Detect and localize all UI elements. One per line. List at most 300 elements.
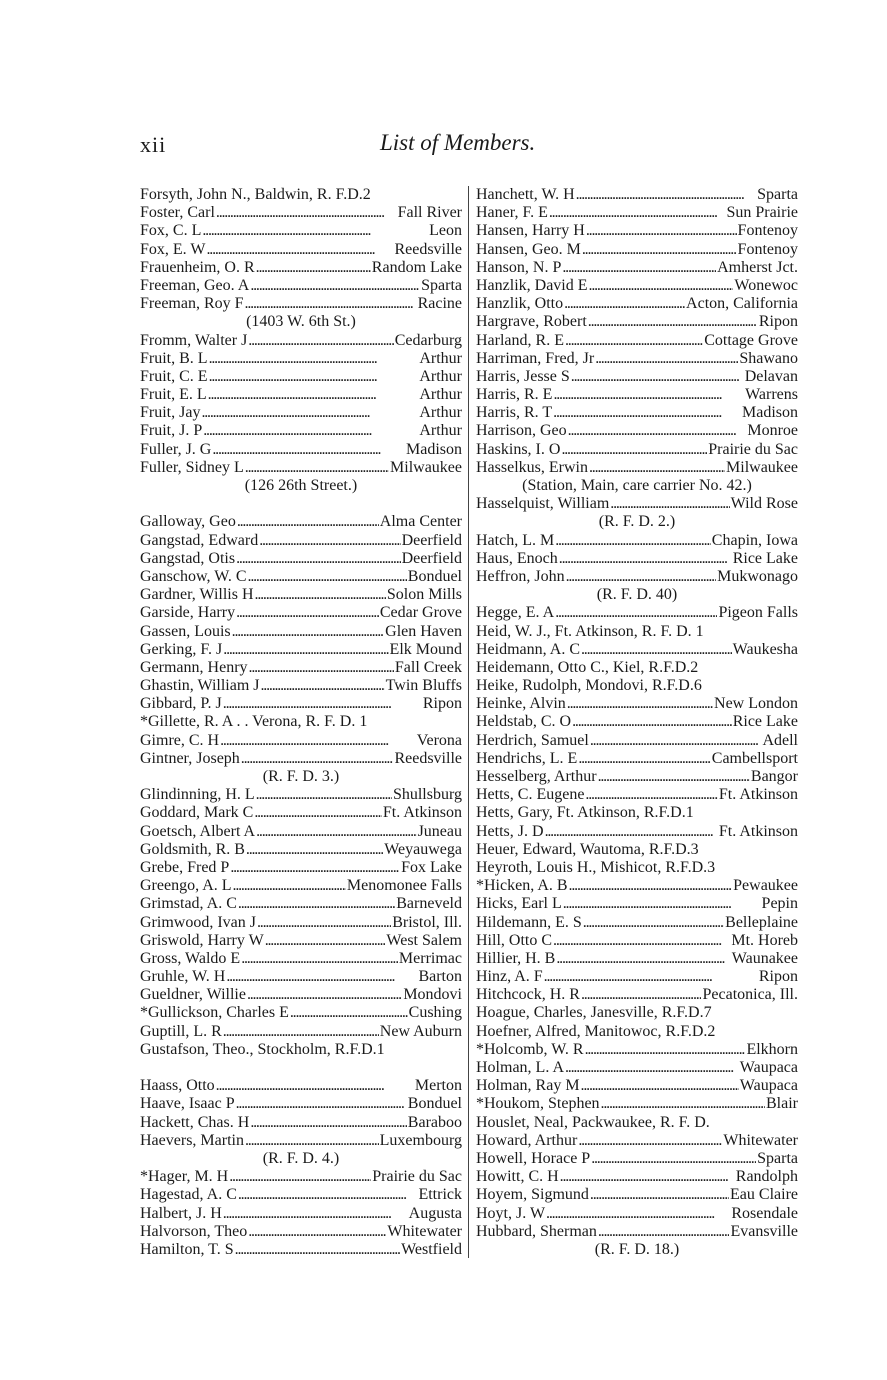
member-location: Baraboo (407, 1113, 462, 1131)
member-location: Rice Lake (732, 713, 798, 731)
member-location: Deerfield (401, 531, 462, 549)
dot-leader (256, 823, 416, 841)
dot-leader (236, 1095, 407, 1113)
member-name: Heid, W. J., Ft. Atkinson, R. F. D. 1 (476, 622, 704, 640)
member-name: Haner, F. E (476, 204, 548, 222)
member-entry (476, 750, 798, 768)
member-name: Heidmann, A. C (476, 640, 580, 658)
member-name: Hasselkus, Erwin (476, 458, 588, 476)
dot-leader (245, 1132, 379, 1150)
member-address-line: (1403 W. 6th St.) (246, 313, 356, 331)
member-location: Pecatonica, Ill. (702, 986, 798, 1004)
member-entry (140, 623, 462, 641)
member-name: Gustafson, Theo., Stockholm, R.F.D.1 (140, 1040, 385, 1058)
member-name: Freeman, Geo. A (140, 276, 250, 294)
dot-leader (237, 513, 379, 531)
dot-leader (209, 368, 419, 386)
section-gap (140, 495, 462, 513)
dot-leader (202, 222, 428, 240)
member-entry (476, 332, 798, 350)
member-location: Fontenoy (737, 222, 798, 240)
page-number: xii (140, 132, 167, 157)
member-entry (476, 532, 798, 550)
member-name: Hoefner, Alfred, Manitowoc, R.F.D.2 (476, 1022, 716, 1040)
member-location: Fontenoy (737, 240, 798, 258)
member-entry (476, 568, 798, 586)
member-location: Wild Rose (730, 495, 798, 513)
member-name: Fruit, E. L (140, 386, 207, 404)
member-entry (476, 277, 798, 295)
member-name: Gintner, Joseph (140, 749, 240, 767)
member-location: Bonduel (407, 1095, 462, 1113)
member-location: Juneau (417, 822, 462, 840)
member-entry (476, 241, 798, 259)
dot-leader (223, 1205, 408, 1223)
member-address-line: (R. F. D. 3.) (262, 768, 340, 785)
member-entry (476, 968, 798, 986)
member-entry (140, 786, 462, 804)
member-location: Merrimac (398, 949, 462, 967)
member-name: Hitchcock, H. R (476, 986, 580, 1004)
member-entry (140, 1186, 462, 1204)
member-name: *Houkom, Stephen (476, 1095, 600, 1113)
member-location: Belleplaine (725, 913, 798, 931)
member-entry (140, 823, 462, 841)
dot-leader (601, 1095, 765, 1113)
dot-leader (598, 1223, 730, 1241)
member-entry (140, 204, 462, 222)
member-location: Whitewater (387, 1222, 462, 1240)
member-entry (476, 386, 798, 404)
member-entry (140, 441, 462, 459)
dot-leader (572, 713, 732, 731)
dot-leader (588, 313, 758, 331)
member-entry (140, 532, 462, 550)
member-location: Bangor (750, 768, 798, 785)
member-name: Hanzlik, Otto (476, 295, 564, 313)
member-location: Eau Claire (730, 1186, 798, 1204)
member-entry (140, 259, 462, 277)
dot-leader (565, 332, 703, 350)
member-entry (140, 295, 462, 313)
member-location: Wonewoc (734, 276, 798, 294)
member-location: Arthur (419, 386, 462, 404)
dot-leader (203, 422, 418, 440)
member-name: Howitt, C. H (476, 1168, 559, 1186)
member-name: Gross, Waldo E (140, 949, 241, 967)
dot-leader (241, 950, 398, 968)
dot-leader (216, 1077, 414, 1095)
dot-leader (553, 386, 744, 404)
member-location: Pigeon Falls (718, 604, 798, 622)
member-name: Haus, Enoch (476, 549, 558, 567)
member-entry (140, 186, 462, 204)
dot-leader (248, 568, 407, 586)
member-location: Delavan (744, 367, 798, 385)
dot-leader (226, 968, 417, 986)
member-location: Ft. Atkinson (718, 822, 798, 840)
member-entry (140, 750, 462, 768)
member-entry (140, 604, 462, 622)
member-name: Grimwood, Ivan J (140, 913, 256, 931)
member-name: Herdrich, Samuel (476, 731, 589, 749)
member-name: Fruit, C. E (140, 367, 208, 385)
right-member-column (476, 186, 798, 1259)
member-location: Deerfield (401, 549, 462, 567)
member-location: Weyauwega (384, 840, 462, 858)
member-location: Ft. Atkinson (382, 804, 462, 822)
dot-leader (571, 368, 744, 386)
dot-leader (578, 1132, 722, 1150)
member-entry (476, 1077, 798, 1095)
member-name: Harris, R. E (476, 386, 553, 404)
member-name: Fruit, B. L (140, 349, 208, 367)
member-location: Whitewater (723, 1131, 798, 1149)
member-entry (476, 823, 798, 841)
dot-leader (564, 295, 685, 313)
member-location: Luxembourg (379, 1131, 462, 1149)
dot-leader (595, 350, 738, 368)
dot-leader (248, 332, 393, 350)
member-entry (140, 804, 462, 822)
member-entry (476, 1223, 798, 1241)
member-name: Harris, Jesse S (476, 367, 570, 385)
member-name: Forsyth, John N., Baldwin, R. F.D.2 (140, 186, 371, 203)
dot-leader (562, 259, 716, 277)
member-location: Cedarburg (394, 331, 462, 349)
member-location: Fox Lake (401, 858, 462, 876)
member-name: Galloway, Geo (140, 513, 236, 531)
member-entry (476, 1168, 798, 1186)
dot-leader (238, 895, 395, 913)
member-location: Barneveld (396, 895, 462, 913)
dot-leader (563, 895, 761, 913)
member-name: Garside, Harry (140, 604, 236, 622)
member-location: Solon Mills (386, 586, 462, 604)
member-name: Hatch, L. M (476, 531, 555, 549)
member-entry (140, 713, 462, 731)
member-name: Fruit, Jay (140, 404, 201, 422)
member-address-line: (R. F. D. 2.) (598, 513, 676, 531)
member-location: Racine (417, 295, 462, 313)
member-entry (140, 895, 462, 913)
dot-leader (233, 877, 346, 895)
member-name: Hillier, H. B (476, 949, 556, 967)
member-location: Waukesha (732, 640, 798, 658)
member-name: Hargrave, Robert (476, 313, 587, 331)
member-name: Griswold, Harry W (140, 931, 264, 949)
member-entry (476, 895, 798, 913)
member-location: Ft. Atkinson (718, 786, 798, 804)
member-name: Howard, Arthur (476, 1131, 578, 1149)
member-entry (140, 877, 462, 895)
member-name: Holman, Ray M (476, 1077, 580, 1095)
member-location: Evansville (730, 1222, 798, 1240)
member-location: Arthur (419, 349, 462, 367)
dot-leader (238, 1186, 418, 1204)
member-entry (476, 1041, 798, 1059)
member-location: Ettrick (418, 1186, 462, 1204)
member-name: Hetts, Gary, Ft. Atkinson, R.F.D.1 (476, 804, 694, 822)
dot-leader (235, 1241, 400, 1259)
dot-leader (232, 623, 384, 641)
dot-leader (591, 1150, 756, 1168)
member-entry (140, 550, 462, 568)
dot-leader (212, 441, 405, 459)
member-entry (140, 277, 462, 295)
member-entry (140, 677, 462, 695)
member-entry (140, 222, 462, 240)
member-name: Hildemann, E. S (476, 913, 582, 931)
member-address-line: (R. F. D. 4.) (262, 1149, 340, 1167)
dot-leader (223, 641, 388, 659)
dot-leader (566, 568, 717, 586)
member-entry (140, 695, 462, 713)
dot-leader (560, 1168, 735, 1186)
member-name: Foster, Carl (140, 204, 215, 222)
dot-leader (248, 1223, 386, 1241)
member-location: Cambellsport (711, 749, 798, 767)
member-entry (140, 950, 462, 968)
member-name: Heyroth, Louis H., Mishicot, R.F.D.3 (476, 858, 716, 876)
member-entry (476, 841, 798, 859)
dot-leader (255, 586, 386, 604)
member-name: Fuller, J. G (140, 440, 212, 458)
section-gap (140, 1059, 462, 1077)
member-name: Hoyem, Sigmund (476, 1186, 589, 1204)
dot-leader (247, 986, 402, 1004)
member-entry (476, 1150, 798, 1168)
member-location: Mondovi (403, 986, 462, 1004)
member-entry (140, 586, 462, 604)
dot-leader (261, 677, 385, 695)
member-entry (476, 204, 798, 222)
member-entry (140, 368, 462, 386)
member-location: Waupaca (739, 1059, 798, 1076)
member-entry (476, 404, 798, 422)
member-location: Shawano (739, 349, 798, 367)
member-entry (476, 350, 798, 368)
member-location: Milwaukee (726, 458, 798, 476)
member-name: Hasselquist, William (476, 495, 610, 513)
member-location: Cedar Grove (379, 604, 462, 622)
member-location: Westfield (401, 1240, 462, 1258)
member-name: Gangstad, Edward (140, 531, 259, 549)
member-name: Hetts, C. Eugene (476, 786, 585, 804)
dot-leader (568, 422, 747, 440)
dot-leader (223, 695, 422, 713)
member-entry (140, 568, 462, 586)
member-location: New London (714, 695, 798, 713)
member-entry (476, 368, 798, 386)
member-location: Fall Creek (394, 658, 462, 676)
member-location: Adell (762, 731, 798, 749)
dot-leader (555, 532, 711, 550)
member-name: Heinke, Alvin (476, 695, 566, 713)
member-name: *Gullickson, Charles E (140, 1004, 289, 1022)
member-name: *Hicken, A. B (476, 877, 568, 895)
member-entry (476, 313, 798, 331)
member-name: Gerking, F. J (140, 640, 223, 658)
dot-leader (546, 1205, 730, 1223)
member-entry (140, 386, 462, 404)
left-member-column (140, 186, 462, 1259)
member-location: Barton (418, 968, 462, 986)
member-entry (140, 1041, 462, 1059)
dot-leader (549, 204, 726, 222)
member-name: Fox, C. L (140, 222, 202, 240)
member-location: Fall River (397, 204, 462, 222)
dot-leader (250, 1114, 406, 1132)
member-location: New Auburn (379, 1022, 462, 1040)
member-location: Glen Haven (385, 622, 462, 640)
member-location: Elkhorn (746, 1040, 798, 1058)
member-location: Madison (742, 404, 798, 422)
member-entry (140, 986, 462, 1004)
member-name: Heidemann, Otto C., Kiel, R.F.D.2 (476, 658, 699, 676)
member-name: Hesselberg, Arthur (476, 768, 597, 785)
member-entry (140, 932, 462, 950)
member-location: Prairie du Sac (372, 1168, 462, 1186)
dot-leader (216, 204, 397, 222)
member-entry (476, 914, 798, 932)
member-name: Heuer, Edward, Wautoma, R.F.D.3 (476, 840, 699, 858)
member-entry (140, 1168, 462, 1186)
member-entry (140, 1077, 462, 1095)
member-name: Gibbard, P. J (140, 695, 222, 713)
member-location: Madison (406, 440, 462, 458)
member-name: Greengo, A. L (140, 877, 232, 895)
member-location: Random Lake (371, 258, 462, 276)
member-entry (476, 186, 798, 204)
member-name: Hagestad, A. C (140, 1186, 237, 1204)
dot-leader (544, 968, 758, 986)
member-entry (476, 950, 798, 968)
member-name: Hansen, Harry H (476, 222, 585, 240)
member-name: Hoague, Charles, Janesville, R.F.D.7 (476, 1004, 712, 1022)
member-location: Waunakee (731, 949, 798, 967)
member-entry (476, 495, 798, 513)
member-entry (140, 1205, 462, 1223)
dot-leader (583, 914, 724, 932)
member-location: Cushing (408, 1004, 462, 1022)
member-entry (476, 695, 798, 713)
member-name: Freeman, Roy F (140, 295, 244, 313)
dot-leader (581, 1077, 739, 1095)
member-name: Haskins, I. O (476, 440, 561, 458)
member-name: Haave, Isaac P (140, 1095, 235, 1113)
member-entry (476, 732, 798, 750)
member-entry (476, 222, 798, 240)
dot-leader (220, 732, 416, 750)
member-address-line: (R. F. D. 18.) (594, 1240, 680, 1258)
member-name: Heldstab, C. O (476, 713, 572, 731)
dot-leader (545, 823, 718, 841)
member-entry (476, 932, 798, 950)
member-name: Hegge, E. A (476, 604, 555, 622)
member-name: Guptill, L. R (140, 1022, 222, 1040)
member-name: Hill, Otto C (476, 931, 553, 949)
member-entry (476, 1059, 798, 1077)
member-location: Arthur (419, 404, 462, 422)
member-name: Ghastin, William J (140, 677, 260, 695)
dot-leader (559, 550, 732, 568)
member-address-line: (Station, Main, care carrier No. 42.) (522, 477, 752, 494)
dot-leader (257, 914, 391, 932)
member-entry (476, 441, 798, 459)
member-entry (476, 550, 798, 568)
member-location: Bonduel (407, 567, 462, 585)
member-entry (476, 1114, 798, 1132)
member-location: Shullsburg (392, 786, 462, 804)
member-name: Haevers, Martin (140, 1131, 244, 1149)
member-entry (476, 986, 798, 1004)
member-location: Sparta (421, 276, 462, 294)
dot-leader (249, 659, 394, 677)
member-name: Ganschow, W. C (140, 567, 247, 585)
dot-leader (256, 786, 392, 804)
member-name: *Gillette, R. A . . Verona, R. F. D. 1 (140, 713, 368, 731)
dot-leader (256, 259, 371, 277)
member-entry (140, 1223, 462, 1241)
member-location: Ripon (758, 968, 798, 986)
member-location: Monroe (747, 422, 798, 440)
member-entry (140, 1023, 462, 1041)
member-location: Bristol, Ill. (392, 913, 462, 931)
member-entry (476, 459, 798, 477)
member-entry (476, 1004, 798, 1022)
member-entry (476, 804, 798, 822)
member-entry (140, 659, 462, 677)
dot-leader (589, 459, 725, 477)
member-name: Goddard, Mark C (140, 804, 254, 822)
member-entry (140, 1114, 462, 1132)
dot-leader (556, 950, 730, 968)
member-name: Hackett, Chas. H (140, 1113, 250, 1131)
member-location: Amherst Jct. (717, 258, 798, 276)
member-location: Blair (766, 1095, 798, 1113)
member-name: Hanzlik, David E (476, 276, 588, 294)
dot-leader (610, 495, 729, 513)
member-name: Fruit, J. P (140, 422, 203, 440)
member-location: Arthur (419, 422, 462, 440)
dot-leader (555, 604, 717, 622)
member-location: Elk Mound (389, 640, 462, 658)
member-location: Sparta (757, 1149, 798, 1167)
page-title: List of Members. (380, 130, 536, 155)
member-name: Hanchett, W. H (476, 186, 575, 203)
member-name: Halbert, J. H (140, 1204, 222, 1222)
dot-leader (259, 532, 400, 550)
member-location: Sun Prairie (726, 204, 798, 222)
member-entry (476, 713, 798, 731)
member-location: Augusta (408, 1204, 462, 1222)
member-name: Heike, Rudolph, Mondovi, R.F.D.6 (476, 677, 702, 695)
member-entry (140, 732, 462, 750)
member-location: Mukwonago (717, 567, 798, 585)
member-name: Grebe, Fred P (140, 858, 230, 876)
member-entry (140, 1095, 462, 1113)
dot-leader (585, 786, 717, 804)
dot-leader (598, 768, 750, 786)
dot-leader (585, 1041, 746, 1059)
dot-leader (245, 459, 389, 477)
member-name: Hansen, Geo. M (476, 240, 581, 258)
member-name: Fuller, Sidney L (140, 458, 244, 476)
dot-leader (236, 604, 379, 622)
member-entry (476, 877, 798, 895)
member-location: Warrens (745, 386, 798, 404)
